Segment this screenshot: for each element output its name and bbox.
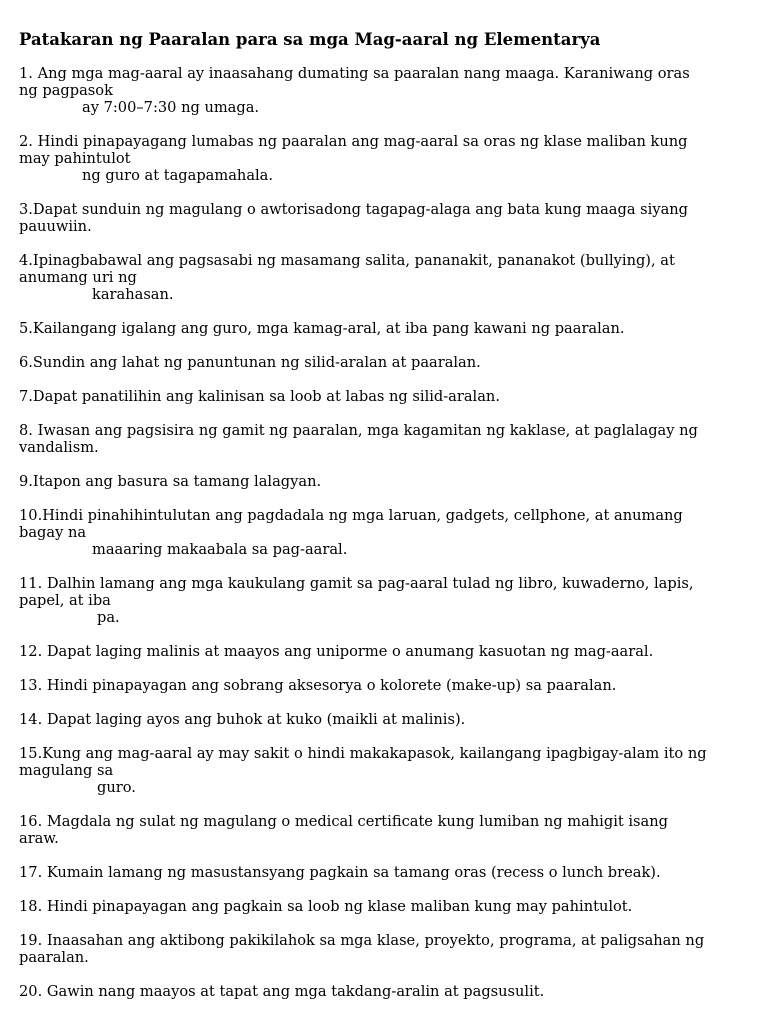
rule-line: 5.Kailangang igalang ang guro, mga kamag-aral, at iba pang kawani ng paaralan. (19, 320, 625, 337)
rule-line: 7.Dapat panatilihin ang kalinisan sa loob at labas ng silid-aralan. (19, 388, 500, 405)
rule-item (19, 711, 754, 728)
rule-line: 1. Ang mga mag-aaral ay inaasahang dumating sa paaralan nang maaga. Karaniwang oras (19, 65, 690, 82)
rule-line: 9.Itapon ang basura sa tamang lalagyan. (19, 473, 322, 490)
rule-line: 14. Dapat laging ayos ang buhok at kuko (maikli at malinis). (19, 711, 466, 728)
rule-item (19, 473, 754, 490)
rule-line: 15.Kung ang mag-aaral ay may sakit o hindi makakapasok, kailangang ipagbigay-alam ito ng (19, 745, 707, 762)
rule-item (19, 252, 754, 303)
rule-item (19, 677, 754, 694)
document-title: Patakaran ng Paaralan para sa mga Mag-aaral ng Elementarya (19, 30, 601, 49)
rule-item (19, 507, 754, 558)
rule-line: 16. Magdala ng sulat ng magulang o medical certificate kung lumiban ng mahigit isang (19, 813, 668, 830)
rule-line: bagay na (19, 524, 87, 541)
rule-line-indented: ng guro at tagapamahala. (82, 167, 274, 184)
rule-item (19, 745, 754, 796)
rule-line: pauuwiin. (19, 218, 92, 235)
rule-line: 6.Sundin ang lahat ng panuntunan ng silid-aralan at paaralan. (19, 354, 481, 371)
rule-line: araw. (19, 830, 59, 847)
rule-line: vandalism. (19, 439, 99, 456)
rule-line: 19. Inaasahan ang aktibong pakikilahok sa mga klase, proyekto, programa, at paligsahan ng (19, 932, 705, 949)
rule-line: anumang uri ng (19, 269, 137, 286)
rule-line: 11. Dalhin lamang ang mga kaukulang gamit sa pag-aaral tulad ng libro, kuwaderno, lapis, (19, 575, 694, 592)
rule-item (19, 65, 754, 116)
rule-item (19, 983, 754, 1000)
rule-item (19, 575, 754, 626)
rule-line: 12. Dapat laging malinis at maayos ang uniporme o anumang kasuotan ng mag-aaral. (19, 643, 654, 660)
rule-item (19, 354, 754, 371)
rule-line-indented: pa. (97, 609, 120, 626)
rule-line: 8. Iwasan ang pagsisira ng gamit ng paaralan, mga kagamitan ng kaklase, at paglalagay ng (19, 422, 698, 439)
rule-item (19, 422, 754, 456)
rule-item (19, 813, 754, 847)
rule-line: 10.Hindi pinahihintulutan ang pagdadala ng mga laruan, gadgets, cellphone, at anumang (19, 507, 683, 524)
rule-line: 20. Gawin nang maayos at tapat ang mga takdang-aralin at pagsusulit. (19, 983, 545, 1000)
rule-line: papel, at iba (19, 592, 111, 609)
rule-line: 2. Hindi pinapayagang lumabas ng paaralan ang mag-aaral sa oras ng klase maliban kung (19, 133, 688, 150)
rule-line: magulang sa (19, 762, 114, 779)
rule-line: 13. Hindi pinapayagan ang sobrang aksesorya o kolorete (make-up) sa paaralan. (19, 677, 617, 694)
document-page (19, 30, 754, 1017)
rule-line: ng pagpasok (19, 82, 113, 99)
rule-item (19, 643, 754, 660)
rule-item (19, 201, 754, 235)
rule-line: paaralan. (19, 949, 89, 966)
rule-item (19, 932, 754, 966)
rule-line: 3.Dapat sunduin ng magulang o awtorisadong tagapag-alaga ang bata kung maaga siyang (19, 201, 689, 218)
rule-item (19, 864, 754, 881)
rule-line: 17. Kumain lamang ng masustansyang pagkain sa tamang oras (recess o lunch break). (19, 864, 661, 881)
rule-line-indented: karahasan. (92, 286, 174, 303)
rule-line-indented: maaaring makaabala sa pag-aaral. (92, 541, 348, 558)
rule-line-indented: ay 7:00–7:30 ng umaga. (82, 99, 260, 116)
rule-line-indented: guro. (97, 779, 136, 796)
rule-item (19, 320, 754, 337)
rule-line: 4.Ipinagbabawal ang pagsasabi ng masamang salita, pananakit, pananakot (bullying), at (19, 252, 675, 269)
rule-item (19, 133, 754, 184)
rule-line: may pahintulot (19, 150, 131, 167)
rule-item (19, 388, 754, 405)
rule-line: 18. Hindi pinapayagan ang pagkain sa loob ng klase maliban kung may pahintulot. (19, 898, 633, 915)
rule-item (19, 898, 754, 915)
